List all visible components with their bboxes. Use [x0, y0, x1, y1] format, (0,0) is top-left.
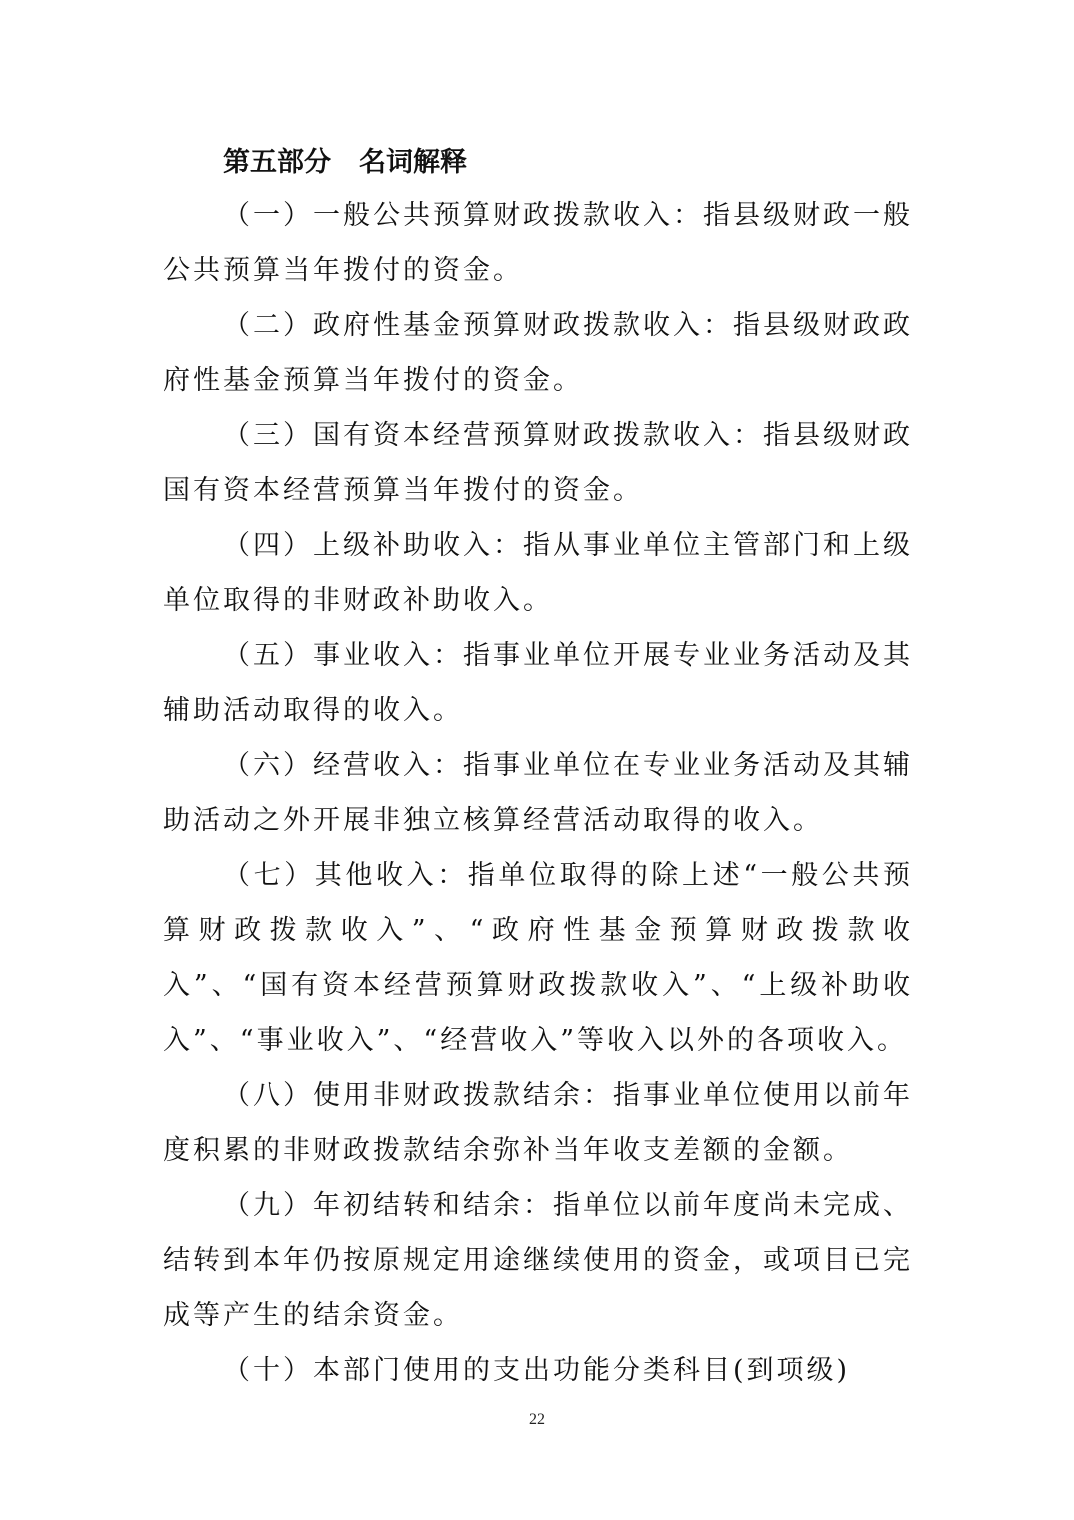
- definition-paragraph-8: （八）使用非财政拨款结余：指事业单位使用以前年度积累的非财政拨款结余弥补当年收支差额的金额。: [163, 1080, 913, 1166]
- definition-paragraph-3: （三）国有资本经营预算财政拨款收入：指县级财政国有资本经营预算当年拨付的资金。: [163, 420, 913, 506]
- section-title: 名词解释: [359, 147, 467, 178]
- definition-paragraph-10: （十）本部门使用的支出功能分类科目(到项级): [223, 1355, 851, 1386]
- document-body: [163, 138, 913, 1398]
- definition-paragraph-2: （二）政府性基金预算财政拨款收入：指县级财政政府性基金预算当年拨付的资金。: [163, 310, 913, 396]
- definition-paragraph-9: （九）年初结转和结余：指单位以前年度尚未完成、结转到本年仍按原规定用途继续使用的资金，或项目已完成等产生的结余资金。: [163, 1190, 913, 1331]
- section-heading: [223, 138, 913, 188]
- definition-paragraph-6: （六）经营收入：指事业单位在专业业务活动及其辅助活动之外开展非独立核算经营活动取得的收入。: [163, 750, 913, 836]
- definition-paragraph-5: （五）事业收入：指事业单位开展专业业务活动及其辅助活动取得的收入。: [163, 640, 913, 726]
- page-number: 22: [529, 1411, 545, 1428]
- definition-paragraph-1: （一）一般公共预算财政拨款收入：指县级财政一般公共预算当年拨付的资金。: [163, 200, 913, 286]
- section-part-label: 第五部分: [223, 147, 331, 178]
- definition-paragraph-7: （七）其他收入：指单位取得的除上述“一般公共预算财政拨款收入”、“政府性基金预算财政拨款收入”、“国有资本经营预算财政拨款收入”、“上级补助收入”、“事业收入”、“经营收入”等收入以外的各项收入。: [163, 860, 913, 1056]
- definition-paragraph-4: （四）上级补助收入：指从事业单位主管部门和上级单位取得的非财政补助收入。: [163, 530, 913, 616]
